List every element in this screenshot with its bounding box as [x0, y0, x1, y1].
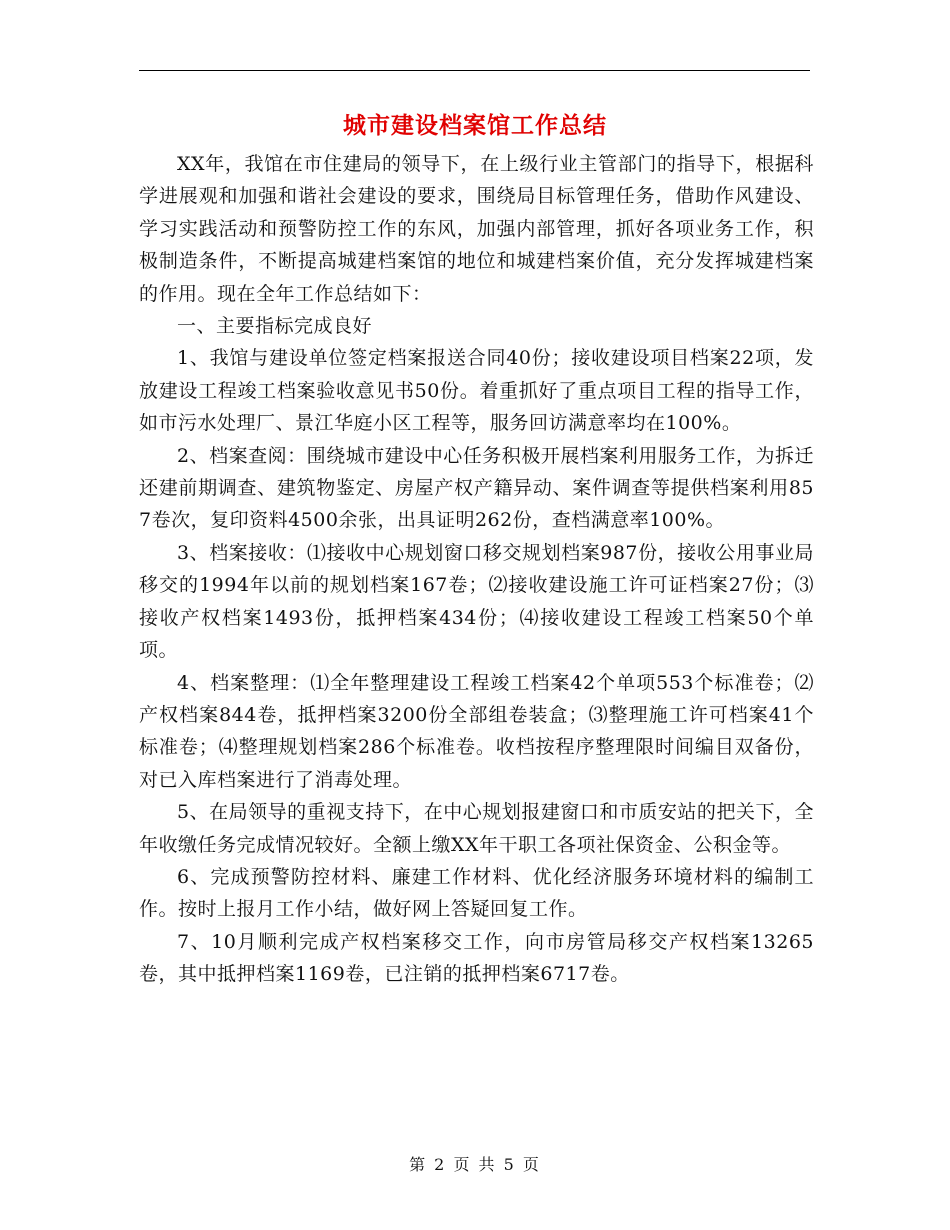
paragraph-item-4: 4、档案整理：⑴全年整理建设工程竣工档案42个单项553个标准卷；⑵产权档案844卷，抵押档案3200份全部组卷装盒；⑶整理施工许可档案41个标准卷；⑷整理规划档案286个标准卷。收档按程序整理限时间编目双备份，对已入库档案进行了消毒处理。	[139, 671, 814, 791]
section-heading: 一、主要指标完成良好	[177, 315, 373, 338]
paragraph-item-1: 1、我馆与建设单位签定档案报送合同40份；接收建设项目档案22项，发放建设工程竣工档案验收意见书50份。着重抓好了重点项目工程的指导工作，如市污水处理厂、景江华庭小区工程等，服务回访满意率均在100%。	[139, 347, 814, 435]
page-number: 第 2 页 共 5 页	[409, 1155, 541, 1174]
paragraph-item-6: 6、完成预警防控材料、廉建工作材料、优化经济服务环境材料的编制工作。按时上报月工作小结，做好网上答疑回复工作。	[139, 865, 814, 921]
header-rule	[139, 70, 810, 71]
paragraph-item-3: 3、档案接收：⑴接收中心规划窗口移交规划档案987份，接收公用事业局移交的1994年以前的规划档案167卷；⑵接收建设施工许可证档案27份；⑶接收产权档案1493份，抵押档案434份；⑷接收建设工程竣工档案50个单项。	[139, 541, 814, 662]
paragraph-intro: XX年，我馆在市住建局的领导下，在上级行业主管部门的指导下，根据科学进展观和加强和谐社会建设的要求，围绕局目标管理任务，借助作风建设、学习实践活动和预警防控工作的东风，加强内部管理，抓好各项业务工作，积极制造条件，不断提高城建档案馆的地位和城建档案价值，充分发挥城建档案的作用。现在全年工作总结如下：	[139, 153, 814, 305]
paragraph-item-7: 7、10月顺利完成产权档案移交工作，向市房管局移交产权档案13265卷，其中抵押档案1169卷，已注销的抵押档案6717卷。	[139, 930, 814, 986]
document-body	[139, 148, 814, 991]
paragraph-item-2: 2、档案查阅：围绕城市建设中心任务积极开展档案利用服务工作，为拆迁还建前期调查、建筑物鉴定、房屋产权产籍异动、案件调查等提供档案利用857卷次，复印资料4500余张，出具证明262份，查档满意率100%。	[139, 444, 814, 532]
paragraph-item-5: 5、在局领导的重视支持下，在中心规划报建窗口和市质安站的把关下，全年收缴任务完成情况较好。全额上缴XX年干职工各项社保资金、公积金等。	[139, 801, 814, 856]
document-title: 城市建设档案馆工作总结	[343, 112, 607, 139]
